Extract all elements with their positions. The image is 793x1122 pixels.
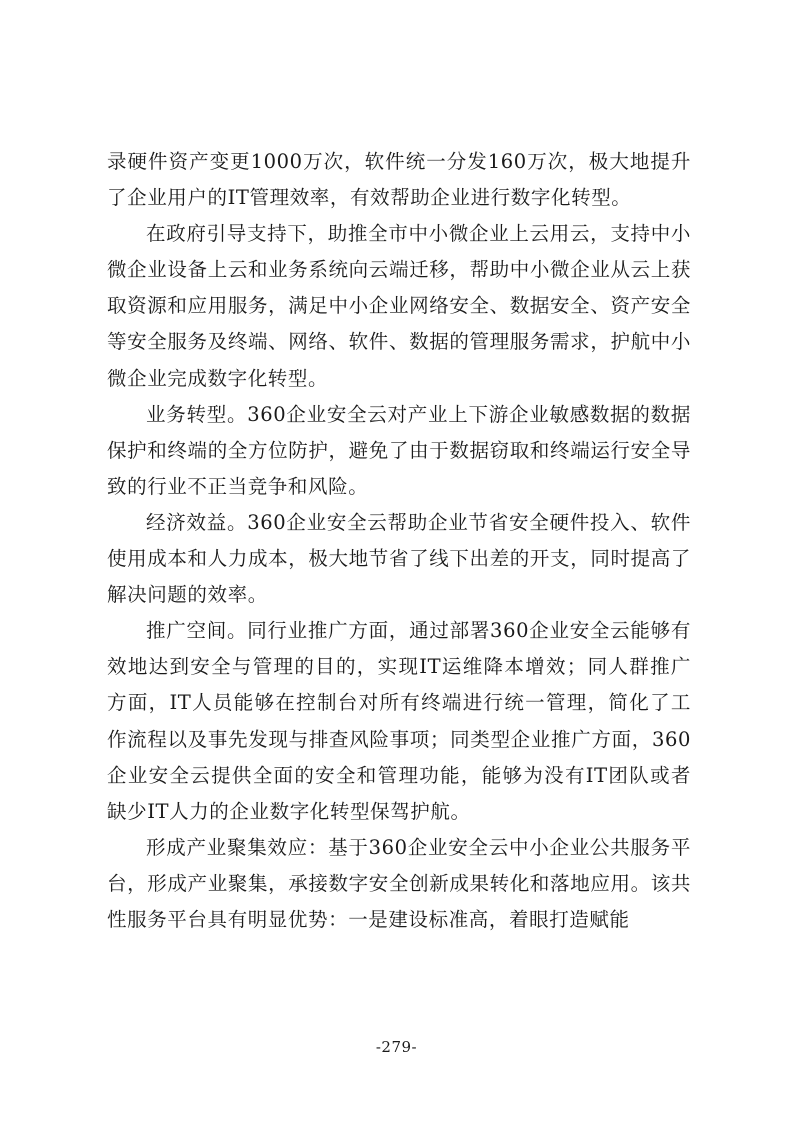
paragraph-line: 高了解决问题的效率。 [107,547,692,607]
paragraph-line: 有效地达到安全与管理的目的，实现IT运维降本增效；同人群 [107,619,691,679]
paragraph-line: 该共性服务平台具有明显优势：一是建设标准高，着眼打造赋能 [107,871,692,931]
paragraph-line: 推广方面，IT人员能够在控制台对所有终端进行统一管理，简 [107,655,691,715]
paragraph-line: 件使用成本和人力成本，极大地节省了线下出差的开支，同时提 [107,510,691,571]
paragraph-line: 产安全等安全服务及终端、网络、软件、数据的管理服务需求， [107,294,691,354]
paragraph-line: 团队或者缺少IT人力的企业数字化转型保驾护航。 [107,763,691,823]
paragraph-line: 化了工作流程以及事先发现与排查风险事项；同类型企业推广方 [107,691,691,751]
paragraph-p5 [107,613,691,830]
paragraph-p6 [107,830,691,938]
paragraph-p1 [107,144,691,216]
paragraph-line: 在政府引导支持下，助推全市中小微企业上云用云，支持中 [146,222,671,246]
paragraph-line: 推广空间。同行业推广方面，通过部署360企业安全云能够 [146,619,671,643]
paragraph-line: 升了企业用户的IT管理效率，有效帮助企业进行数字化转型。 [107,150,691,210]
paragraph-line: 上获取资源和应用服务，满足中小企业网络安全、数据安全、资 [107,258,692,318]
paragraph-line: 形成产业聚集效应：基于360企业安全云中小企业公共服务 [146,835,671,859]
paragraph-p3 [107,397,691,505]
document-body [107,144,691,938]
paragraph-line: 经济效益。360企业安全云帮助企业节省安全硬件投入、软 [146,510,671,534]
paragraph-line: 面，360企业安全云提供全面的安全和管理功能，能够为没有IT [107,727,691,787]
paragraph-line: 平台，形成产业聚集，承接数字安全创新成果转化和落地应用。 [107,835,691,895]
page-number: -279- [375,1038,418,1056]
paragraph-p2 [107,216,691,396]
paragraph-line: 小微企业设备上云和业务系统向云端迁移，帮助中小微企业从云 [107,222,691,282]
paragraph-line: 业务转型。360企业安全云对产业上下游企业敏感数据的数 [146,402,671,426]
paragraph-line: 录硬件资产变更1000万次，软件统一分发160万次，极大地提 [107,150,671,173]
paragraph-line: 据保护和终端的全方位防护，避免了由于数据窃取和终端运行安 [107,402,691,462]
paragraph-line: 护航中小微企业完成数字化转型。 [107,330,691,390]
paragraph-line: 全导致的行业不正当竞争和风险。 [107,438,692,498]
paragraph-p4 [107,505,691,613]
